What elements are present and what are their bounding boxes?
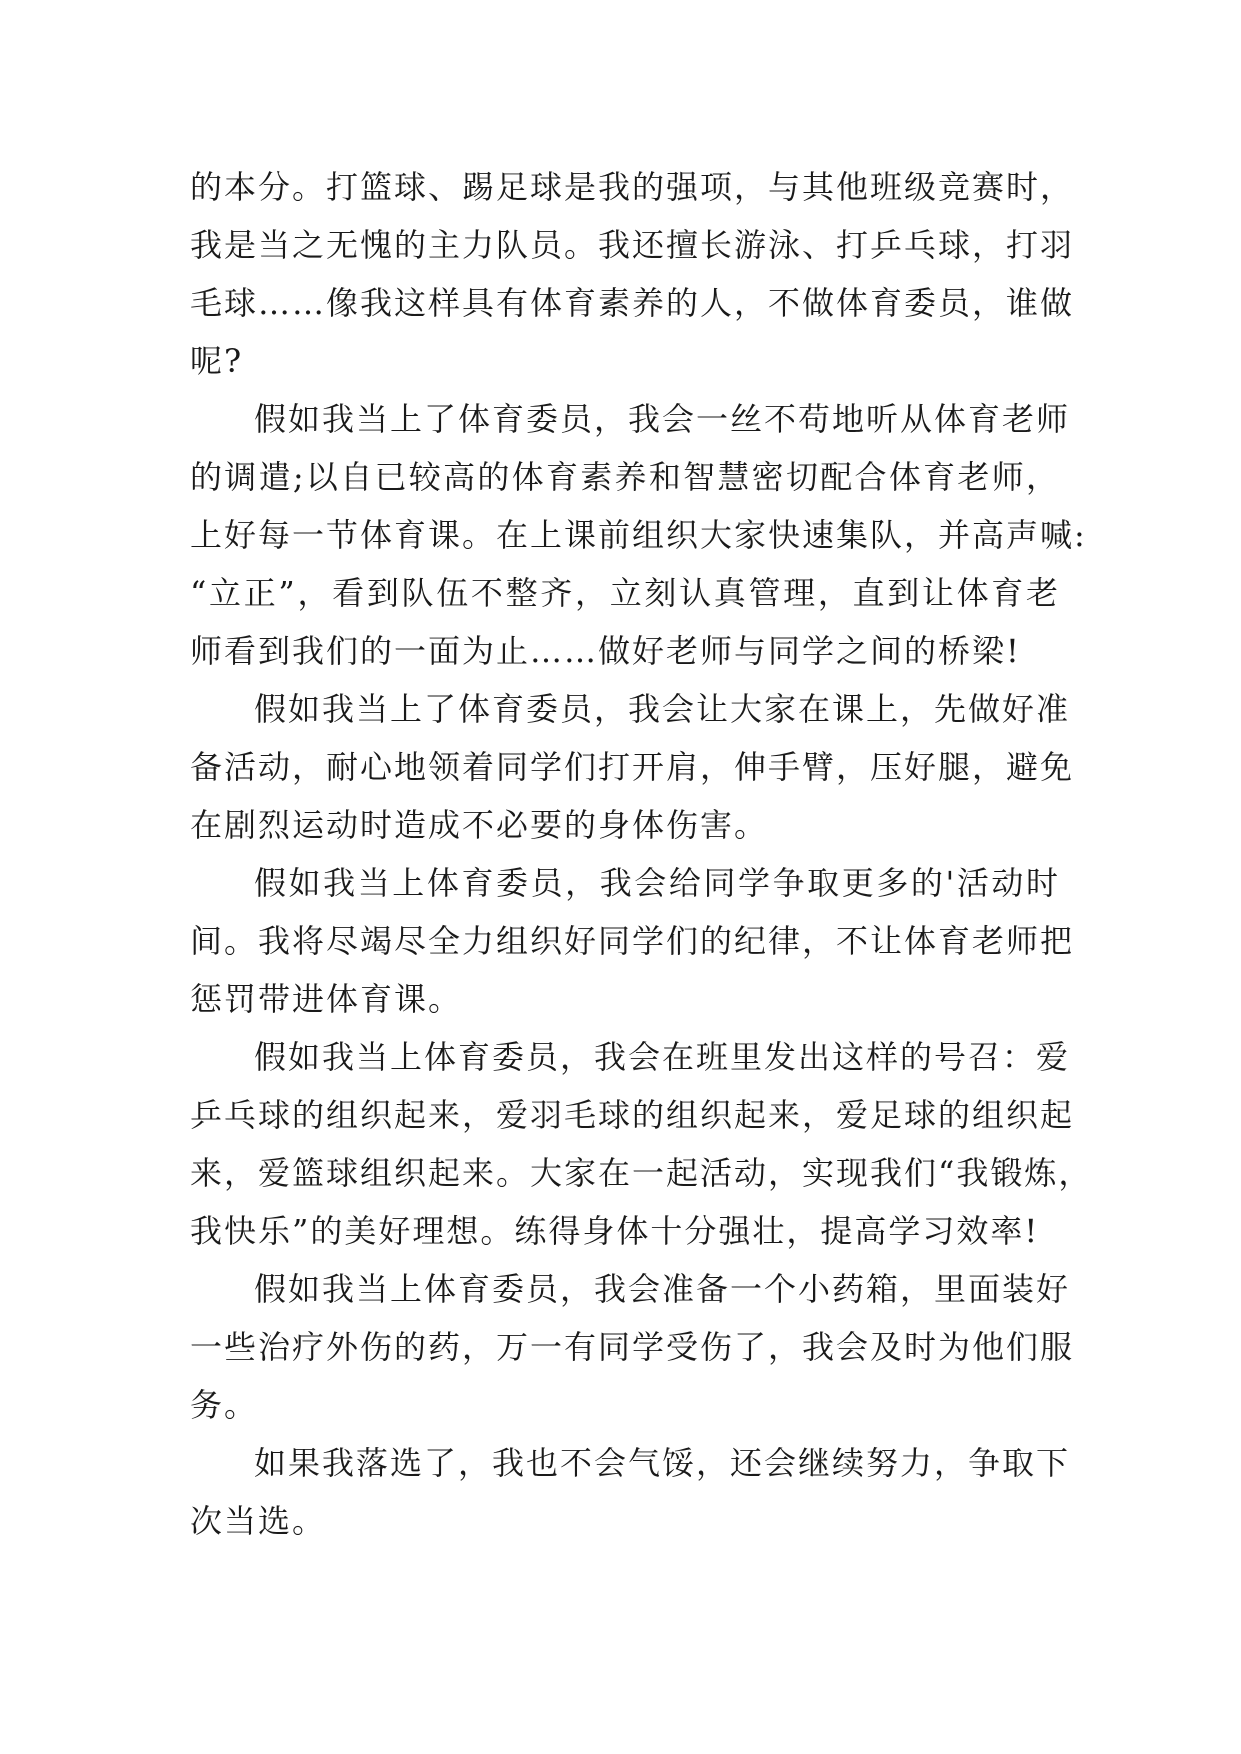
text-line: 师看到我们的一面为止……做好老师与同学之间的桥梁! xyxy=(190,632,1021,670)
text-line: 假如我当上体育委员，我会在班里发出这样的号召：爱 xyxy=(254,1038,1071,1076)
text-line: 的本分。打篮球、踢足球是我的强项，与其他班级竞赛时， xyxy=(190,168,1075,206)
text-line: 我是当之无愧的主力队员。我还擅长游泳、打乒乓球，打羽 xyxy=(190,226,1075,264)
text-line: 备活动，耐心地领着同学们打开肩，伸手臂，压好腿，避免 xyxy=(190,748,1075,786)
text-line: 假如我当上体育委员，我会给同学争取更多的'活动时 xyxy=(254,864,1060,902)
text-line: 间。我将尽竭尽全力组织好同学们的纪律，不让体育老师把 xyxy=(190,922,1075,960)
text-line: 呢? xyxy=(190,342,244,380)
text-line: 务。 xyxy=(190,1386,259,1424)
text-line: 次当选。 xyxy=(190,1502,327,1540)
paragraph-3 xyxy=(190,680,1075,854)
text-line: 的调遣;以自已较高的体育素养和智慧密切配合体育老师， xyxy=(190,458,1060,496)
text-line: 如果我落选了，我也不会气馁，还会继续努力，争取下 xyxy=(254,1444,1071,1482)
paragraph-7 xyxy=(190,1434,1071,1550)
text-line: 假如我当上了体育委员，我会让大家在课上，先做好准 xyxy=(254,690,1071,728)
text-line: 来，爱篮球组织起来。大家在一起活动，实现我们“我锻炼， xyxy=(190,1154,1093,1192)
paragraph-6 xyxy=(190,1260,1075,1434)
paragraph-5 xyxy=(190,1028,1093,1260)
paragraph-1 xyxy=(190,158,1075,390)
text-line: 我快乐”的美好理想。练得身体十分强壮，提高学习效率! xyxy=(190,1212,1040,1250)
text-line: 毛球……像我这样具有体育素养的人，不做体育委员，谁做 xyxy=(190,284,1075,322)
text-line: 假如我当上体育委员，我会准备一个小药箱，里面装好 xyxy=(254,1270,1071,1308)
text-line: 乒乓球的组织起来，爱羽毛球的组织起来，爱足球的组织起 xyxy=(190,1096,1075,1134)
text-line: 一些治疗外伤的药，万一有同学受伤了，我会及时为他们服 xyxy=(190,1328,1075,1366)
paragraph-4 xyxy=(190,854,1075,1028)
text-line: 惩罚带进体育课。 xyxy=(190,980,463,1018)
text-line: 假如我当上了体育委员，我会一丝不苟地听从体育老师 xyxy=(254,400,1071,438)
text-line: 在剧烈运动时造成不必要的身体伤害。 xyxy=(190,806,769,844)
paragraph-2 xyxy=(190,390,1087,680)
text-line: “立正”，看到队伍不整齐，立刻认真管理，直到让体育老 xyxy=(190,574,1060,612)
text-line: 上好每一节体育课。在上课前组织大家快速集队，并高声喊: xyxy=(190,516,1087,554)
body-text xyxy=(190,158,1093,1550)
